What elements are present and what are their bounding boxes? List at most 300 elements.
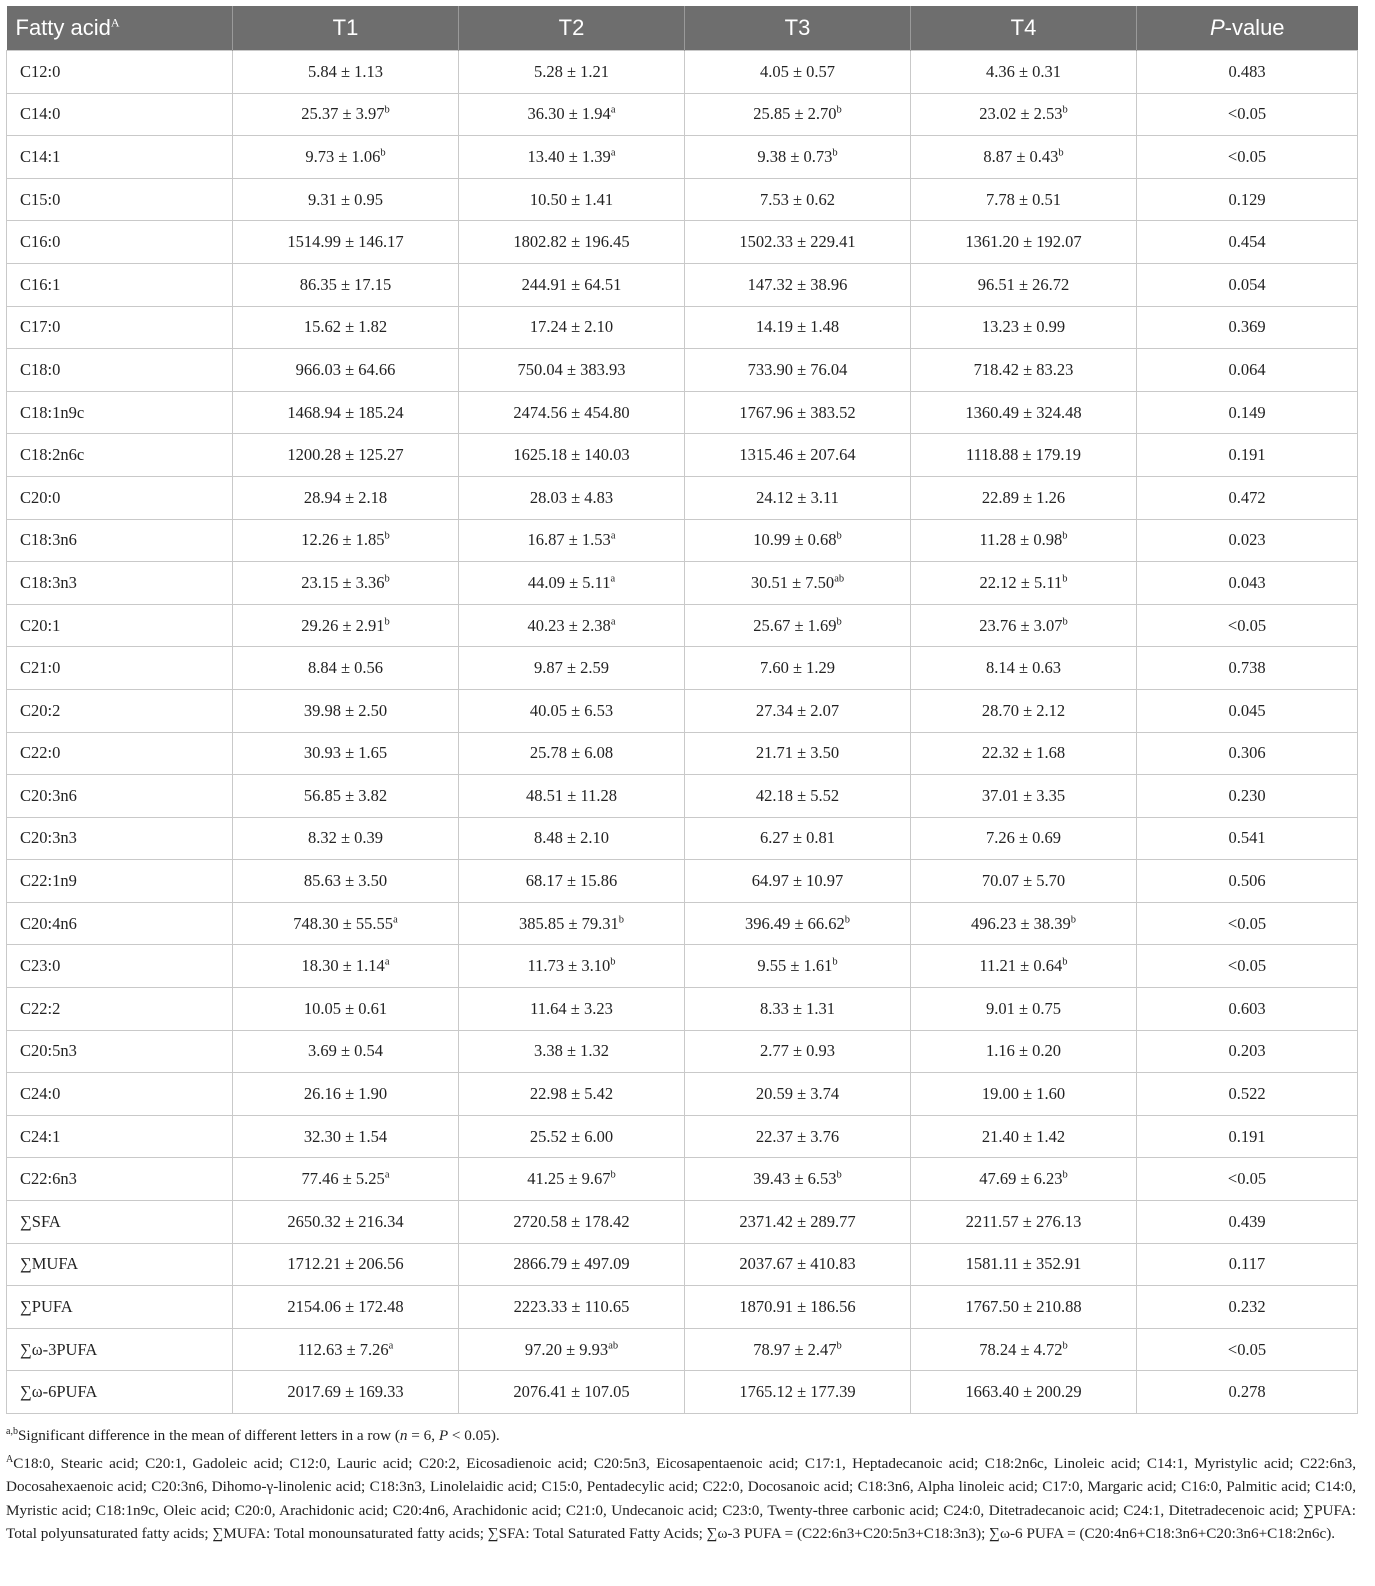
mean-sd-value: 26.16 ± 1.90 — [303, 1084, 388, 1104]
mean-sd-value: 28.94 ± 2.18 — [303, 487, 388, 507]
mean-sd-value: 3.38 ± 1.32 — [533, 1041, 610, 1061]
mean-sd-value: 10.99 ± 0.68 — [753, 530, 837, 550]
mean-sd-value: 25.37 ± 3.97 — [301, 104, 385, 124]
mean-sd-value: 25.78 ± 6.08 — [529, 743, 614, 763]
mean-sd-value: 28.03 ± 4.83 — [529, 487, 614, 507]
value-cell-t2 — [459, 178, 685, 221]
footnote-significance-text-c: < 0.05). — [448, 1427, 500, 1445]
table-row — [7, 306, 1358, 349]
mean-sd-value: 2866.79 ± 497.09 — [513, 1254, 630, 1274]
mean-sd-value: 97.20 ± 9.93 — [524, 1339, 609, 1359]
value-cell-t2 — [459, 1115, 685, 1158]
table-row — [7, 860, 1358, 903]
value-cell-t3 — [685, 178, 911, 221]
p-value-cell: 0.117 — [1137, 1243, 1358, 1286]
mean-sd-value: 21.40 ± 1.42 — [981, 1126, 1066, 1146]
value-cell-t2 — [459, 391, 685, 434]
significance-letter: b — [836, 104, 842, 116]
value-cell-t3 — [685, 476, 911, 519]
header-row — [7, 6, 1358, 51]
value-cell-t4 — [911, 562, 1137, 605]
table-row — [7, 391, 1358, 434]
significance-letter: b — [1070, 914, 1077, 926]
table-row — [7, 902, 1358, 945]
significance-letter: b — [836, 530, 842, 542]
p-value-cell: <0.05 — [1137, 1158, 1358, 1201]
value-cell-t2 — [459, 136, 685, 179]
header-p-rest: -value — [1224, 15, 1285, 40]
mean-sd-value: 30.93 ± 1.65 — [303, 743, 388, 763]
mean-sd-value: 8.33 ± 1.31 — [759, 998, 836, 1018]
footnote-abbreviations-mark: A — [6, 1453, 14, 1465]
value-cell-t1 — [233, 519, 459, 562]
fatty-acid-name-cell: C22:1n9 — [7, 860, 233, 903]
mean-sd-value: 21.71 ± 3.50 — [755, 743, 840, 763]
value-cell-t2 — [459, 562, 685, 605]
value-cell-t3 — [685, 988, 911, 1031]
mean-sd-value: 1.16 ± 0.20 — [985, 1041, 1062, 1061]
fatty-acid-name-cell: ∑ω-6PUFA — [7, 1371, 233, 1414]
fatty-acid-name-cell: C17:0 — [7, 306, 233, 349]
mean-sd-value: 8.87 ± 0.43 — [983, 146, 1059, 166]
mean-sd-value: 4.05 ± 0.57 — [759, 61, 836, 81]
value-cell-t2 — [459, 434, 685, 477]
mean-sd-value: 1625.18 ± 140.03 — [513, 445, 630, 465]
value-cell-t4 — [911, 1073, 1137, 1116]
value-cell-t2 — [459, 817, 685, 860]
significance-letter: a — [388, 1340, 394, 1352]
mean-sd-value: 22.89 ± 1.26 — [981, 487, 1066, 507]
mean-sd-value: 147.32 ± 38.96 — [747, 274, 848, 294]
mean-sd-value: 1712.21 ± 206.56 — [287, 1254, 404, 1274]
significance-letter: b — [384, 530, 390, 542]
value-cell-t3 — [685, 732, 911, 775]
value-cell-t2 — [459, 93, 685, 136]
value-cell-t4 — [911, 221, 1137, 264]
mean-sd-value: 748.30 ± 55.55 — [293, 913, 394, 933]
significance-letter: ab — [608, 1340, 619, 1352]
mean-sd-value: 15.62 ± 1.82 — [303, 317, 388, 337]
mean-sd-value: 385.85 ± 79.31 — [518, 913, 619, 933]
value-cell-t1 — [233, 51, 459, 94]
mean-sd-value: 22.32 ± 1.68 — [981, 743, 1066, 763]
mean-sd-value: 44.09 ± 5.11 — [527, 572, 611, 592]
mean-sd-value: 8.48 ± 2.10 — [533, 828, 610, 848]
value-cell-t3 — [685, 604, 911, 647]
table-header — [7, 6, 1358, 51]
mean-sd-value: 2474.56 ± 454.80 — [513, 402, 630, 422]
fatty-acid-name-cell: C18:0 — [7, 349, 233, 392]
header-p-value — [1137, 6, 1358, 51]
mean-sd-value: 2720.58 ± 178.42 — [513, 1211, 630, 1231]
value-cell-t2 — [459, 1243, 685, 1286]
value-cell-t4 — [911, 1286, 1137, 1329]
fatty-acid-name-cell: ∑MUFA — [7, 1243, 233, 1286]
p-value-cell: 0.506 — [1137, 860, 1358, 903]
mean-sd-value: 22.12 ± 5.11 — [979, 572, 1063, 592]
mean-sd-value: 41.25 ± 9.67 — [527, 1169, 611, 1189]
p-value-cell: 0.522 — [1137, 1073, 1358, 1116]
table-row — [7, 1243, 1358, 1286]
mean-sd-value: 23.76 ± 3.07 — [979, 615, 1063, 635]
mean-sd-value: 25.85 ± 2.70 — [753, 104, 837, 124]
footnote-significance-p: P — [438, 1427, 449, 1445]
value-cell-t1 — [233, 775, 459, 818]
mean-sd-value: 1502.33 ± 229.41 — [739, 232, 856, 252]
value-cell-t4 — [911, 1243, 1137, 1286]
value-cell-t1 — [233, 391, 459, 434]
mean-sd-value: 2211.57 ± 276.13 — [965, 1211, 1082, 1231]
mean-sd-value: 2.77 ± 0.93 — [759, 1041, 836, 1061]
mean-sd-value: 9.38 ± 0.73 — [757, 146, 833, 166]
value-cell-t4 — [911, 1328, 1137, 1371]
value-cell-t1 — [233, 263, 459, 306]
header-t1: T1 — [233, 6, 459, 51]
significance-letter: b — [384, 573, 390, 585]
fatty-acid-name-cell: C20:0 — [7, 476, 233, 519]
table-row — [7, 689, 1358, 732]
mean-sd-value: 1200.28 ± 125.27 — [287, 445, 404, 465]
value-cell-t4 — [911, 306, 1137, 349]
value-cell-t1 — [233, 860, 459, 903]
significance-letter: b — [1058, 147, 1064, 159]
fatty-acid-name-cell: C22:2 — [7, 988, 233, 1031]
table-row — [7, 136, 1358, 179]
significance-letter: b — [384, 616, 390, 628]
p-value-cell: 0.191 — [1137, 434, 1358, 477]
p-value-cell: 0.472 — [1137, 476, 1358, 519]
value-cell-t1 — [233, 434, 459, 477]
p-value-cell: <0.05 — [1137, 136, 1358, 179]
fatty-acid-name-cell: C20:1 — [7, 604, 233, 647]
mean-sd-value: 27.34 ± 2.07 — [755, 700, 840, 720]
value-cell-t1 — [233, 817, 459, 860]
mean-sd-value: 13.23 ± 0.99 — [981, 317, 1066, 337]
value-cell-t4 — [911, 817, 1137, 860]
table-row — [7, 604, 1358, 647]
mean-sd-value: 78.97 ± 2.47 — [753, 1339, 837, 1359]
value-cell-t1 — [233, 1158, 459, 1201]
mean-sd-value: 5.84 ± 1.13 — [307, 61, 384, 81]
value-cell-t1 — [233, 945, 459, 988]
mean-sd-value: 14.19 ± 1.48 — [755, 317, 840, 337]
mean-sd-value: 2223.33 ± 110.65 — [513, 1297, 630, 1317]
value-cell-t2 — [459, 1371, 685, 1414]
p-value-cell: 0.230 — [1137, 775, 1358, 818]
value-cell-t3 — [685, 647, 911, 690]
p-value-cell: 0.043 — [1137, 562, 1358, 605]
mean-sd-value: 32.30 ± 1.54 — [303, 1126, 388, 1146]
value-cell-t4 — [911, 647, 1137, 690]
value-cell-t4 — [911, 1158, 1137, 1201]
value-cell-t3 — [685, 817, 911, 860]
value-cell-t2 — [459, 860, 685, 903]
header-fatty-acid — [7, 6, 233, 51]
mean-sd-value: 9.55 ± 1.61 — [757, 956, 833, 976]
mean-sd-value: 16.87 ± 1.53 — [527, 530, 611, 550]
value-cell-t4 — [911, 902, 1137, 945]
significance-letter: b — [1062, 573, 1068, 585]
mean-sd-value: 70.07 ± 5.70 — [981, 871, 1066, 891]
significance-letter: a — [384, 1169, 390, 1181]
mean-sd-value: 19.00 ± 1.60 — [981, 1084, 1066, 1104]
p-value-cell: 0.045 — [1137, 689, 1358, 732]
value-cell-t1 — [233, 1030, 459, 1073]
mean-sd-value: 244.91 ± 64.51 — [521, 274, 622, 294]
value-cell-t4 — [911, 945, 1137, 988]
value-cell-t2 — [459, 51, 685, 94]
value-cell-t2 — [459, 1073, 685, 1116]
p-value-cell: <0.05 — [1137, 1328, 1358, 1371]
value-cell-t3 — [685, 860, 911, 903]
value-cell-t3 — [685, 945, 911, 988]
footnote-abbreviations-text: C18:0, Stearic acid; C20:1, Gadoleic acid; C12:0, Lauric acid; C20:2, Eicosadienoic acid; C20:5n3, Eicosapentaenoic acid; C17:1, Heptadecanoic acid; C18:2n6c, Linoleic acid; C14:1, Myristylic acid; C22:6n3, Docosahexaenoic acid; C20:3n6, Dihomo-γ-linolenic acid; C18:3n3, Linolelaidic acid; C15:0, Pentadecylic acid; C22:0, Docosanoic acid; C18:3n6, Alpha linoleic acid; C17:0, Margaric acid; C16:0, Palmitic acid; C14:0, Myristic acid; C18:1n9c, Oleic acid; C20:0, Arachidonic acid; C20:4n6, Arachidonic acid; C21:0, Undecanoic acid; C23:0, Twenty-three carbonic acid; C24:0, Ditetradecanoic acid; C24:1, Ditetradecenoic acid; ∑PUFA: Total polyunsaturated fatty acids; ∑MUFA: Total monounsaturated fatty acids; ∑SFA: Total Saturated Fatty Acids; ∑ω-3 PUFA = (C22:6n3+C20:5n3+C18:3n3); ∑ω-6 PUFA = (C20:4n6+C18:3n6+C20:3n6+C18:2n6c). — [6, 1454, 1356, 1543]
value-cell-t4 — [911, 476, 1137, 519]
significance-letter: a — [610, 573, 616, 585]
value-cell-t4 — [911, 689, 1137, 732]
significance-letter: b — [836, 1169, 842, 1181]
mean-sd-value: 1663.40 ± 200.29 — [965, 1382, 1082, 1402]
mean-sd-value: 86.35 ± 17.15 — [299, 274, 392, 294]
table-row — [7, 519, 1358, 562]
p-value-cell: 0.129 — [1137, 178, 1358, 221]
value-cell-t2 — [459, 476, 685, 519]
footnote-abbreviations — [6, 1448, 1356, 1546]
fatty-acid-name-cell: ∑ω-3PUFA — [7, 1328, 233, 1371]
mean-sd-value: 2371.42 ± 289.77 — [739, 1211, 856, 1231]
table-row — [7, 732, 1358, 775]
value-cell-t1 — [233, 1115, 459, 1158]
mean-sd-value: 11.28 ± 0.98 — [979, 530, 1063, 550]
table-row — [7, 93, 1358, 136]
mean-sd-value: 22.98 ± 5.42 — [529, 1084, 614, 1104]
mean-sd-value: 1468.94 ± 185.24 — [287, 402, 404, 422]
value-cell-t4 — [911, 1201, 1137, 1244]
mean-sd-value: 8.14 ± 0.63 — [985, 658, 1062, 678]
mean-sd-value: 85.63 ± 3.50 — [303, 871, 388, 891]
table-row — [7, 51, 1358, 94]
table-footnotes — [6, 1420, 1356, 1546]
mean-sd-value: 17.24 ± 2.10 — [529, 317, 614, 337]
significance-letter: a — [610, 616, 616, 628]
p-value-cell: 0.483 — [1137, 51, 1358, 94]
significance-letter: a — [393, 914, 398, 926]
value-cell-t3 — [685, 1158, 911, 1201]
fatty-acid-name-cell: C24:0 — [7, 1073, 233, 1116]
table-row — [7, 647, 1358, 690]
mean-sd-value: 7.26 ± 0.69 — [985, 828, 1062, 848]
mean-sd-value: 78.24 ± 4.72 — [979, 1339, 1063, 1359]
value-cell-t1 — [233, 93, 459, 136]
value-cell-t3 — [685, 306, 911, 349]
fatty-acid-name-cell: C18:1n9c — [7, 391, 233, 434]
mean-sd-value: 42.18 ± 5.52 — [755, 785, 840, 805]
value-cell-t2 — [459, 902, 685, 945]
fatty-acid-name-cell: C18:3n3 — [7, 562, 233, 605]
mean-sd-value: 30.51 ± 7.50 — [750, 572, 835, 592]
significance-letter: b — [380, 147, 386, 159]
value-cell-t3 — [685, 519, 911, 562]
mean-sd-value: 718.42 ± 83.23 — [973, 359, 1074, 379]
significance-letter: a — [610, 530, 616, 542]
mean-sd-value: 29.26 ± 2.91 — [301, 615, 385, 635]
fatty-acid-name-cell: C23:0 — [7, 945, 233, 988]
table-row — [7, 1201, 1358, 1244]
mean-sd-value: 1767.50 ± 210.88 — [965, 1297, 1082, 1317]
mean-sd-value: 77.46 ± 5.25 — [301, 1169, 385, 1189]
significance-letter: b — [618, 914, 625, 926]
significance-letter: b — [610, 956, 616, 968]
value-cell-t4 — [911, 1030, 1137, 1073]
value-cell-t3 — [685, 263, 911, 306]
table-row — [7, 988, 1358, 1031]
p-value-cell: 0.232 — [1137, 1286, 1358, 1329]
mean-sd-value: 966.03 ± 64.66 — [295, 359, 396, 379]
value-cell-t2 — [459, 263, 685, 306]
value-cell-t1 — [233, 1286, 459, 1329]
mean-sd-value: 8.32 ± 0.39 — [307, 828, 384, 848]
footnote-significance-text-a: Significant difference in the mean of different letters in a row ( — [17, 1427, 400, 1445]
table-row — [7, 1328, 1358, 1371]
value-cell-t2 — [459, 349, 685, 392]
fatty-acid-name-cell: C18:3n6 — [7, 519, 233, 562]
fatty-acid-name-cell: C12:0 — [7, 51, 233, 94]
mean-sd-value: 28.70 ± 2.12 — [981, 700, 1066, 720]
value-cell-t1 — [233, 349, 459, 392]
value-cell-t1 — [233, 1328, 459, 1371]
value-cell-t4 — [911, 988, 1137, 1031]
value-cell-t4 — [911, 604, 1137, 647]
value-cell-t3 — [685, 1328, 911, 1371]
p-value-cell: <0.05 — [1137, 902, 1358, 945]
p-value-cell: 0.064 — [1137, 349, 1358, 392]
mean-sd-value: 1870.91 ± 186.56 — [739, 1297, 856, 1317]
table-row — [7, 1286, 1358, 1329]
fatty-acid-name-cell: C20:3n3 — [7, 817, 233, 860]
value-cell-t4 — [911, 860, 1137, 903]
header-t4: T4 — [911, 6, 1137, 51]
footnote-significance-n: n — [399, 1427, 408, 1445]
footnote-significance — [6, 1420, 1356, 1448]
value-cell-t2 — [459, 689, 685, 732]
header-t3: T3 — [685, 6, 911, 51]
value-cell-t1 — [233, 136, 459, 179]
value-cell-t3 — [685, 1201, 911, 1244]
value-cell-t3 — [685, 136, 911, 179]
mean-sd-value: 25.67 ± 1.69 — [753, 615, 837, 635]
fatty-acid-name-cell: ∑SFA — [7, 1201, 233, 1244]
value-cell-t2 — [459, 647, 685, 690]
significance-letter: b — [836, 1340, 842, 1352]
value-cell-t1 — [233, 902, 459, 945]
significance-letter: b — [1062, 956, 1068, 968]
table-row — [7, 945, 1358, 988]
table-row — [7, 817, 1358, 860]
mean-sd-value: 10.50 ± 1.41 — [529, 189, 614, 209]
value-cell-t4 — [911, 1115, 1137, 1158]
fatty-acid-name-cell: C22:6n3 — [7, 1158, 233, 1201]
mean-sd-value: 112.63 ± 7.26 — [297, 1339, 389, 1359]
fatty-acid-name-cell: C20:3n6 — [7, 775, 233, 818]
mean-sd-value: 1514.99 ± 146.17 — [287, 232, 404, 252]
mean-sd-value: 11.73 ± 3.10 — [527, 956, 611, 976]
mean-sd-value: 40.23 ± 2.38 — [527, 615, 611, 635]
value-cell-t4 — [911, 775, 1137, 818]
mean-sd-value: 496.23 ± 38.39 — [970, 913, 1071, 933]
header-t2: T2 — [459, 6, 685, 51]
value-cell-t1 — [233, 1243, 459, 1286]
mean-sd-value: 11.21 ± 0.64 — [979, 956, 1063, 976]
table-row — [7, 1030, 1358, 1073]
significance-letter: b — [1062, 530, 1068, 542]
mean-sd-value: 9.31 ± 0.95 — [307, 189, 384, 209]
value-cell-t1 — [233, 476, 459, 519]
mean-sd-value: 4.36 ± 0.31 — [985, 61, 1062, 81]
mean-sd-value: 23.15 ± 3.36 — [301, 572, 385, 592]
table-row — [7, 1158, 1358, 1201]
table-row — [7, 562, 1358, 605]
mean-sd-value: 18.30 ± 1.14 — [301, 956, 385, 976]
value-cell-t1 — [233, 221, 459, 264]
mean-sd-value: 7.78 ± 0.51 — [985, 189, 1062, 209]
mean-sd-value: 1802.82 ± 196.45 — [513, 232, 630, 252]
value-cell-t4 — [911, 1371, 1137, 1414]
table-row — [7, 476, 1358, 519]
table-row — [7, 349, 1358, 392]
value-cell-t1 — [233, 1073, 459, 1116]
value-cell-t4 — [911, 136, 1137, 179]
p-value-cell: 0.454 — [1137, 221, 1358, 264]
mean-sd-value: 37.01 ± 3.35 — [981, 785, 1066, 805]
mean-sd-value: 9.01 ± 0.75 — [985, 998, 1062, 1018]
mean-sd-value: 750.04 ± 383.93 — [517, 359, 626, 379]
table-row — [7, 221, 1358, 264]
mean-sd-value: 5.28 ± 1.21 — [533, 61, 610, 81]
mean-sd-value: 13.40 ± 1.39 — [527, 146, 611, 166]
mean-sd-value: 11.64 ± 3.23 — [530, 998, 613, 1018]
mean-sd-value: 2650.32 ± 216.34 — [287, 1211, 404, 1231]
mean-sd-value: 39.43 ± 6.53 — [753, 1169, 837, 1189]
mean-sd-value: 1765.12 ± 177.39 — [739, 1382, 856, 1402]
value-cell-t3 — [685, 1371, 911, 1414]
value-cell-t4 — [911, 434, 1137, 477]
fatty-acid-name-cell: C20:5n3 — [7, 1030, 233, 1073]
mean-sd-value: 8.84 ± 0.56 — [307, 658, 384, 678]
mean-sd-value: 7.53 ± 0.62 — [759, 189, 836, 209]
significance-letter: b — [1062, 104, 1068, 116]
fatty-acid-name-cell: C22:0 — [7, 732, 233, 775]
value-cell-t3 — [685, 562, 911, 605]
p-value-cell: 0.278 — [1137, 1371, 1358, 1414]
mean-sd-value: 36.30 ± 1.94 — [527, 104, 611, 124]
value-cell-t2 — [459, 221, 685, 264]
table-row — [7, 434, 1358, 477]
table-row — [7, 1371, 1358, 1414]
value-cell-t3 — [685, 1030, 911, 1073]
p-value-cell: <0.05 — [1137, 93, 1358, 136]
p-value-cell: 0.191 — [1137, 1115, 1358, 1158]
mean-sd-value: 1315.46 ± 207.64 — [739, 445, 856, 465]
mean-sd-value: 2154.06 ± 172.48 — [287, 1297, 404, 1317]
significance-letter: ab — [834, 573, 845, 585]
significance-letter: a — [610, 147, 616, 159]
value-cell-t1 — [233, 647, 459, 690]
mean-sd-value: 2076.41 ± 107.05 — [513, 1382, 630, 1402]
mean-sd-value: 6.27 ± 0.81 — [759, 828, 836, 848]
fatty-acid-name-cell: C20:2 — [7, 689, 233, 732]
value-cell-t2 — [459, 988, 685, 1031]
value-cell-t4 — [911, 51, 1137, 94]
